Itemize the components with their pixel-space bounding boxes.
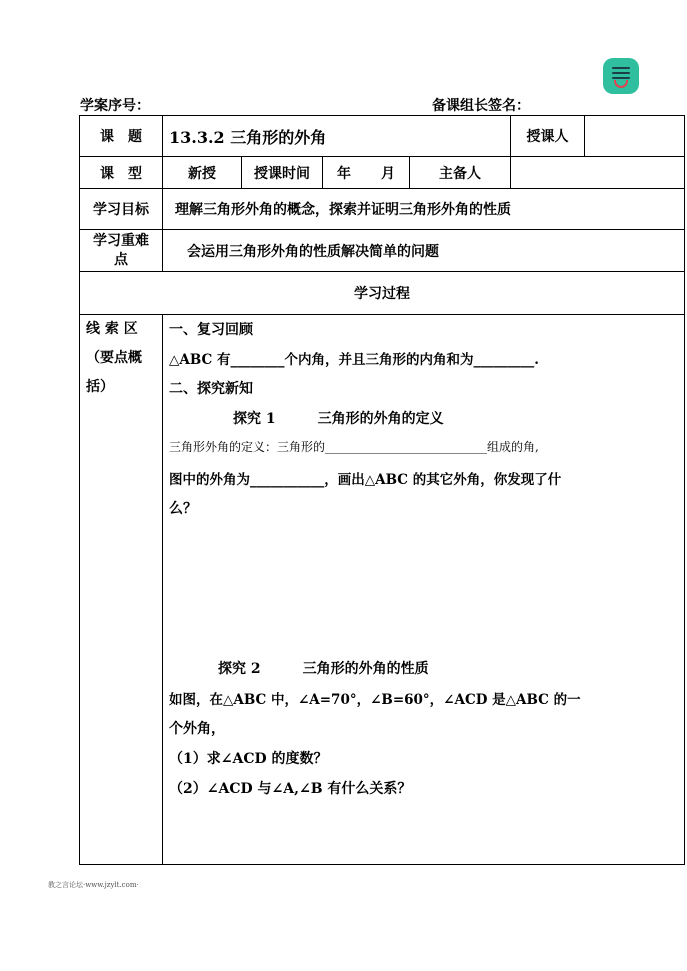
- logo-bar: [612, 72, 630, 74]
- clue-area: [80, 315, 163, 865]
- logo-smile: [614, 80, 628, 88]
- logo-bar: [612, 77, 630, 79]
- key-point-label-line1: 学习重难: [93, 232, 149, 249]
- date-cell: [323, 157, 410, 189]
- topic-label: 课 题: [80, 116, 163, 157]
- process-row: [80, 315, 685, 865]
- key-point-row: [80, 230, 685, 272]
- key-point-text: 会运用三角形外角的性质解决简单的问题: [163, 230, 685, 272]
- preparer-label: 主备人: [410, 157, 511, 189]
- teacher-label: 授课人: [511, 116, 585, 157]
- year-label: 年: [337, 165, 351, 182]
- question-item-2: （2）∠ACD 与∠A,∠B 有什么关系？: [169, 781, 412, 797]
- definition-line-2: 图中的外角为___________，画出△ABC 的其它外角，你发现了什: [169, 472, 562, 488]
- definition-line: 三角形外角的定义：三角形的___________________________组成的角,: [169, 440, 539, 454]
- teacher-value: [585, 116, 685, 157]
- footer-text: 教之言论坛·www.jzylt.com·: [48, 881, 139, 889]
- review-heading: 一、复习回顾: [169, 322, 253, 338]
- question-item-1: （1）求∠ACD 的度数？: [169, 751, 328, 767]
- clue-line3: 括）: [86, 379, 114, 395]
- explore-heading: 二、探究新知: [169, 381, 253, 397]
- leader-signature-label: 备课组长签名：: [432, 98, 530, 114]
- case-number-label: 学案序号：: [80, 98, 150, 114]
- logo-bar: [612, 67, 630, 69]
- type-label: 课 型: [80, 157, 163, 189]
- preparer-value: [511, 157, 685, 189]
- key-point-label: [80, 230, 163, 272]
- question-line-1: 如图，在△ABC 中，∠A=70°，∠B=60°，∠ACD 是△ABC 的一: [169, 692, 581, 708]
- lesson-title: 13.3.2 三角形的外角: [163, 116, 511, 157]
- explore2-title: 探究 2 三角形的外角的性质: [218, 661, 429, 677]
- type-row: [80, 157, 685, 189]
- lesson-plan-table: [79, 115, 685, 865]
- time-label: 授课时间: [242, 157, 323, 189]
- definition-line-3: 么？: [169, 501, 197, 517]
- question-line-2: 个外角，: [169, 721, 225, 737]
- site-logo-icon: [603, 58, 639, 94]
- content-area: [163, 315, 685, 865]
- type-value: 新授: [163, 157, 242, 189]
- explore1-title: 探究 1 三角形的外角的定义: [233, 411, 444, 427]
- goal-label: 学习目标: [80, 189, 163, 230]
- process-title: 学习过程: [80, 272, 685, 315]
- key-point-label-line2: 点: [114, 251, 128, 268]
- goal-text: 理解三角形外角的概念，探索并证明三角形外角的性质: [163, 189, 685, 230]
- clue-line1: 线 索 区: [86, 321, 138, 337]
- clue-line2: （要点概: [86, 350, 142, 366]
- month-label: 月: [381, 165, 395, 182]
- review-question: △ABC 有________个内角，并且三角形的内角和为_________.: [169, 352, 539, 368]
- goal-row: [80, 189, 685, 230]
- process-title-row: [80, 272, 685, 315]
- topic-row: [80, 116, 685, 157]
